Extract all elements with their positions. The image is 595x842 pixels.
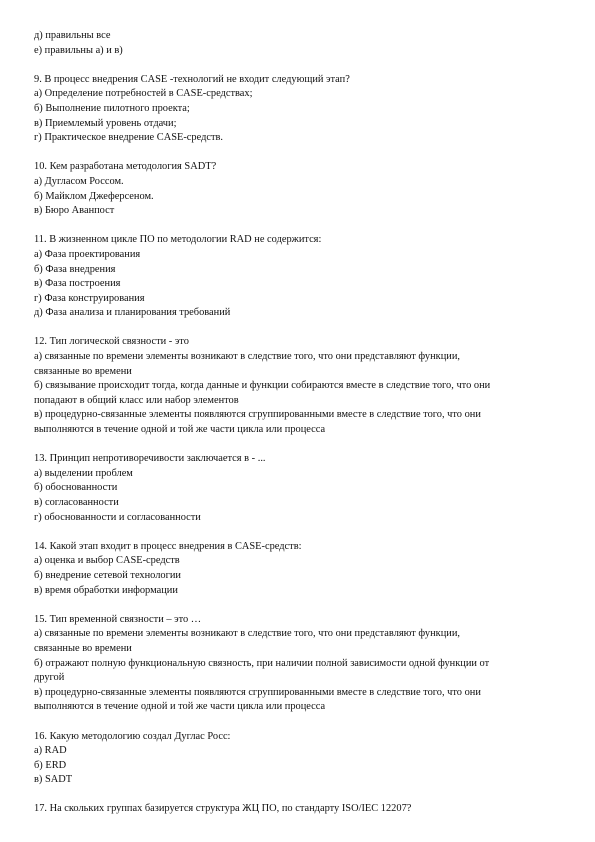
answer-option: б) Майклом Джеферсеном. <box>34 190 154 202</box>
question-title: 10. Кем разработана методология SADT? <box>34 161 217 173</box>
answer-option: а) оценка и выбор CASE-средств <box>34 555 180 567</box>
question-10 <box>34 160 555 218</box>
answer-option: в) Фаза построения <box>34 278 121 290</box>
answer-option: г) Практическое внедрение CASE-средств. <box>34 132 224 144</box>
answer-option: в) Приемлемый уровень отдачи; <box>34 117 177 129</box>
question-14 <box>34 540 555 598</box>
answer-option: в) время обработки информации <box>34 584 178 596</box>
answer-option: в) SADT <box>34 774 73 786</box>
question-12 <box>34 335 555 437</box>
question-title: 13. Принцип непротиворечивости заключается в - ... <box>34 453 266 465</box>
question-9 <box>34 73 555 146</box>
answer-option: в) Бюро Аванпост <box>34 205 115 217</box>
answer-option: г) Фаза конструирования <box>34 292 145 304</box>
answer-option: в) процедурно-связанные элементы появляются сгруппированными вместе в следствие того, что они <box>34 409 481 421</box>
answer-option: б) ERD <box>34 759 67 771</box>
lead-block <box>34 29 555 58</box>
question-title: 14. Какой этап входит в процесс внедрения в CASE-средств: <box>34 540 302 552</box>
question-13 <box>34 452 555 525</box>
answer-option: а) связанные по времени элементы возникают в следствие того, что они представляют функции, <box>34 628 460 640</box>
answer-option: б) связывание происходит тогда, когда данные и функции собираются вместе в следствие того, что они <box>34 380 491 392</box>
question-16 <box>34 730 555 788</box>
answer-option: д) Фаза анализа и планирования требований <box>34 307 231 319</box>
answer-option: в) процедурно-связанные элементы появляются сгруппированными вместе в следствие того, что они <box>34 686 481 698</box>
question-title: 15. Тип временной связности – это … <box>34 613 202 625</box>
answer-option: связанные во времени <box>34 642 132 654</box>
answer-option: б) внедрение сетевой технологии <box>34 569 181 581</box>
answer-option: а) Фаза проектирования <box>34 248 141 260</box>
answer-option: г) обоснованности и согласованности <box>34 511 201 523</box>
answer-option: а) RAD <box>34 745 67 757</box>
question-title: 9. В процесс внедрения CASE -технологий не входит следующий этап? <box>34 73 350 85</box>
question-title: 16. Какую методологию создал Дуглас Росс: <box>34 730 231 742</box>
answer-option: б) обоснованности <box>34 482 118 494</box>
answer-option: другой <box>34 672 65 684</box>
answer-option: а) связанные по времени элементы возникают в следствие того, что они представляют функции, <box>34 351 460 363</box>
answer-option: б) отражают полную функциональную связность, при наличии полной зависимости одной функции от <box>34 657 490 669</box>
lead-line: е) правильны а) и в) <box>34 44 123 56</box>
answer-option: выполняются в течение одной и той же части цикла или процесса <box>34 701 326 713</box>
answer-option: попадают в общий класс или набор элементов <box>34 394 239 406</box>
answer-option: выполняются в течение одной и той же части цикла или процесса <box>34 424 326 436</box>
answer-option: а) выделении проблем <box>34 467 133 479</box>
lead-line: д) правильны все <box>34 30 111 41</box>
answer-option: а) Дугласом Россом. <box>34 175 124 187</box>
question-title: 11. В жизненном цикле ПО по методологии RAD не содержится: <box>34 234 322 246</box>
answer-option: связанные во времени <box>34 365 132 377</box>
question-title: 17. На скольких группах базируется структура ЖЦ ПО, по стандарту ISO/IEC 12207? <box>34 803 412 815</box>
question-15 <box>34 613 555 715</box>
question-17 <box>34 802 555 817</box>
answer-option: б) Выполнение пилотного проекта; <box>34 102 190 114</box>
answer-option: б) Фаза внедрения <box>34 263 116 275</box>
answer-option: в) согласованности <box>34 497 119 508</box>
question-title: 12. Тип логической связности - это <box>34 336 189 348</box>
answer-option: а) Определение потребностей в CASE-средствах; <box>34 88 253 100</box>
question-11 <box>34 233 555 321</box>
